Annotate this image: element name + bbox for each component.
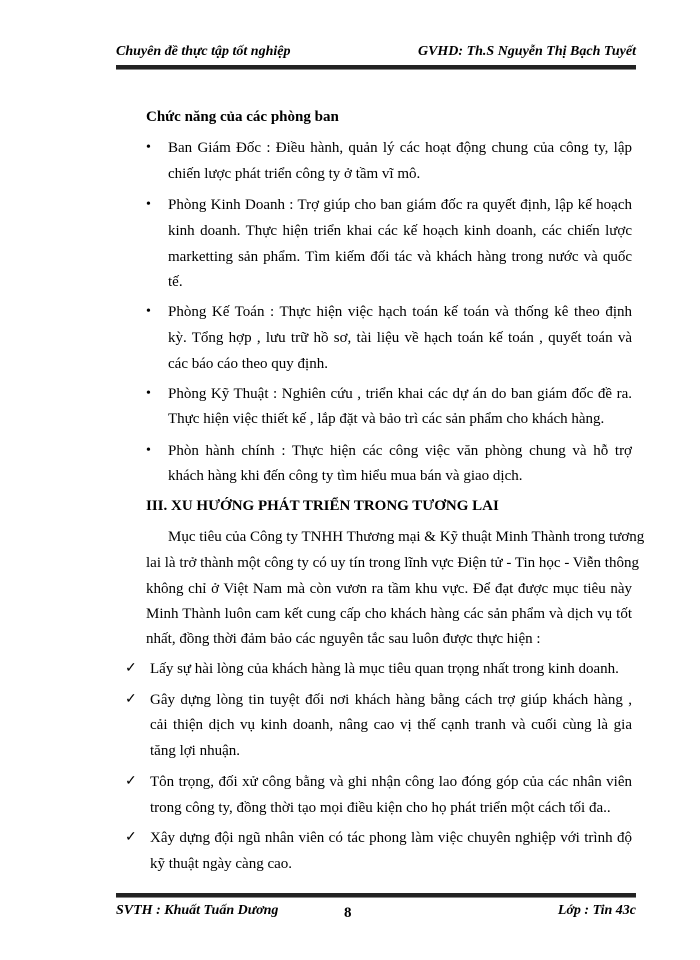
check-line: Lấy sự hài lòng của khách hàng là mục tiêu quan trọng nhất trong kinh doanh. bbox=[150, 661, 619, 677]
bullet-icon: • bbox=[146, 386, 151, 401]
page-number: 8 bbox=[344, 905, 352, 921]
bullet-line: marketting sản phẩm. Tìm kiếm đối tác và khách hàng trong nước và quốc bbox=[168, 249, 632, 265]
paragraph-line: Mục tiêu của Công ty TNHH Thương mại & Kỹ thuật Minh Thành trong tương bbox=[168, 529, 645, 545]
check-icon: ✓ bbox=[125, 692, 137, 707]
bullet-line: Phòng Kế Toán : Thực hiện việc hạch toán kế toán và thống kê theo định bbox=[168, 304, 632, 320]
paragraph-line: nhất, đồng thời đảm bảo các nguyên tắc sau luôn được thực hiện : bbox=[146, 631, 541, 647]
check-line: Gây dựng lòng tin tuyệt đối nơi khách hàng bằng cách trợ giúp khách hàng , bbox=[150, 692, 632, 708]
paragraph-line: Minh Thành luôn cam kết cung cấp cho khách hàng các sản phẩm và dịch vụ tốt bbox=[146, 606, 632, 622]
footer-left: SVTH : Khuất Tuấn Dương bbox=[116, 903, 279, 918]
check-line: trong công ty, đồng thời tạo mọi điều kiện cho họ phát triển một cách tối đa.. bbox=[150, 800, 611, 816]
section-title: Chức năng của các phòng ban bbox=[146, 109, 339, 125]
bullet-line: chiến lược phát triển công ty ở tầm vĩ mô. bbox=[168, 166, 421, 182]
footer-rule bbox=[116, 893, 636, 898]
check-line: Xây dựng đội ngũ nhân viên có tác phong làm việc chuyên nghiệp với trình độ bbox=[150, 830, 632, 846]
bullet-line: tế. bbox=[168, 274, 183, 290]
bullet-icon: • bbox=[146, 304, 151, 319]
bullet-line: Ban Giám Đốc : Điều hành, quản lý các hoạt động chung của công ty, lập bbox=[168, 140, 632, 156]
bullet-icon: • bbox=[146, 140, 151, 155]
check-icon: ✓ bbox=[125, 661, 137, 676]
check-line: Tôn trọng, đối xử công bằng và ghi nhận công lao đóng góp của các nhân viên bbox=[150, 774, 632, 790]
bullet-line: Phòn hành chính : Thực hiện các công việc văn phòng chung và hỗ trợ bbox=[168, 443, 632, 459]
paragraph-line: không chỉ ở Việt Nam mà còn vươn ra tầm khu vực. Để đạt được mục tiêu này bbox=[146, 581, 632, 597]
bullet-icon: • bbox=[146, 443, 151, 458]
header-rule bbox=[116, 65, 636, 70]
header-left: Chuyên đề thực tập tốt nghiệp bbox=[116, 44, 291, 59]
bullet-line: các báo cáo theo quy định. bbox=[168, 356, 328, 372]
paragraph-line: lai là trở thành một công ty có uy tín trong lĩnh vực Điện tử - Tin học - Viễn thông bbox=[146, 555, 639, 571]
check-icon: ✓ bbox=[125, 774, 137, 789]
check-line: cải thiện dịch vụ kinh doanh, nâng cao vị thế cạnh tranh và cuối cùng là gia bbox=[150, 717, 632, 733]
check-icon: ✓ bbox=[125, 830, 137, 845]
check-line: tăng lợi nhuận. bbox=[150, 743, 240, 759]
header-right: GVHD: Th.S Nguyễn Thị Bạch Tuyết bbox=[417, 44, 636, 59]
bullet-line: kinh doanh. Thực hiện triển khai các kế hoạch kinh doanh, các chiến lược bbox=[168, 223, 632, 239]
bullet-icon: • bbox=[146, 197, 151, 212]
bullet-line: Phòng Kinh Doanh : Trợ giúp cho ban giám đốc ra quyết định, lập kế hoạch bbox=[168, 197, 632, 213]
bullet-line: khách hàng khi đến công ty tìm hiểu mua bán và giao dịch. bbox=[168, 468, 523, 484]
check-line: kỹ thuật ngày càng cao. bbox=[150, 856, 293, 872]
section-heading: III. XU HƯỚNG PHÁT TRIỂN TRONG TƯƠNG LAI bbox=[146, 498, 499, 514]
bullet-line: kỳ. Tổng hợp , lưu trữ hồ sơ, tài liệu về hạch toán kế toán , quyết toán và bbox=[168, 330, 632, 346]
bullet-line: Thực hiện việc thiết kế , lắp đặt và bảo trì các sản phẩm cho khách hàng. bbox=[168, 411, 605, 427]
footer-right: Lớp : Tin 43c bbox=[557, 903, 636, 918]
bullet-line: Phòng Kỹ Thuật : Nghiên cứu , triển khai các dự án do ban giám đốc đề ra. bbox=[168, 386, 632, 402]
